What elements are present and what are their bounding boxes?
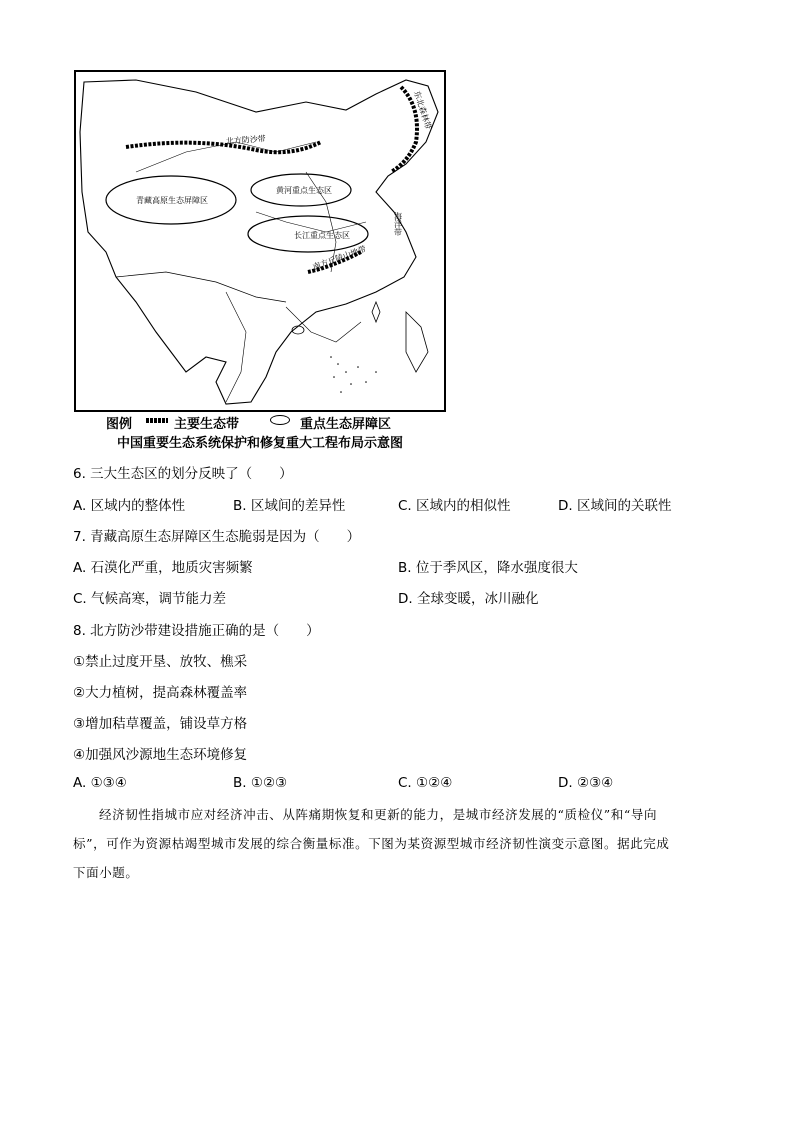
q8-option-c[interactable]: C. ①②④	[398, 775, 453, 791]
q7-option-c[interactable]: C. 气候高寒，调节能力差	[73, 591, 227, 607]
northeast-forest-belt	[391, 87, 417, 172]
q8-statement-1: ①禁止过度开垦、放牧、樵采	[73, 654, 248, 670]
belt-legend-icon	[146, 418, 168, 423]
q8-option-b[interactable]: B. ①②③	[233, 775, 288, 791]
passage-line-1: 经济韧性指城市应对经济冲击、从阵痛期恢复和更新的能力，是城市经济发展的“质检仪”和“导向	[99, 807, 658, 822]
map-caption: 中国重要生态系统保护和修复重大工程布局示意图	[116, 436, 403, 451]
question-8-stem: 8. 北方防沙带建设措施正确的是（ ）	[73, 623, 320, 639]
legend-belt: 主要生态带	[174, 417, 240, 432]
q8-option-d[interactable]: D. ②③④	[558, 775, 614, 791]
china-map-graphic	[76, 72, 444, 410]
question-6-stem: 6. 三大生态区的划分反映了（ ）	[73, 466, 293, 482]
label-northeast-forest: 东北森林带	[412, 89, 434, 131]
north-sand-belt	[126, 142, 321, 152]
legend-title: 图例	[106, 417, 133, 432]
q7-option-a[interactable]: A. 石漠化严重，地质灾害频繁	[73, 560, 253, 576]
passage-line-3: 下面小题。	[73, 865, 139, 880]
q6-option-b[interactable]: B. 区域间的差异性	[233, 498, 346, 514]
q8-statement-4: ④加强风沙源地生态环境修复	[73, 747, 248, 763]
passage	[73, 800, 723, 887]
map-legend	[74, 412, 446, 430]
barrier-legend-icon	[270, 415, 290, 425]
label-yellow-river: 黄河重点生态区	[276, 186, 332, 195]
label-sea: 海洋带	[393, 212, 403, 236]
q8-option-a[interactable]: A. ①③④	[73, 775, 127, 791]
label-north-sand: 北方防沙带	[225, 134, 267, 146]
label-yangtze: 长江重点生态区	[294, 231, 350, 240]
q6-option-a[interactable]: A. 区域内的整体性	[73, 498, 186, 514]
label-qinghai-tibet: 青藏高原生态屏障区	[136, 196, 208, 205]
label-south-hills: 南方丘陵山地带	[311, 244, 368, 272]
question-7-stem: 7. 青藏高原生态屏障区生态脆弱是因为（ ）	[73, 529, 361, 545]
q6-option-d[interactable]: D. 区域间的关联性	[558, 498, 672, 514]
q7-option-d[interactable]: D. 全球变暖，冰川融化	[398, 591, 539, 607]
q8-statement-2: ②大力植树，提高森林覆盖率	[73, 685, 248, 701]
passage-line-2: 标”，可作为资源枯竭型城市发展的综合衡量标准。下图为某资源型城市经济韧性演变示意图。据此完成	[73, 836, 670, 851]
ecology-map	[74, 70, 446, 412]
q7-option-b[interactable]: B. 位于季风区，降水强度很大	[398, 560, 578, 576]
q8-statement-3: ③增加秸草覆盖，铺设草方格	[73, 716, 248, 732]
legend-barrier: 重点生态屏障区	[300, 417, 392, 432]
q6-option-c[interactable]: C. 区域内的相似性	[398, 498, 511, 514]
